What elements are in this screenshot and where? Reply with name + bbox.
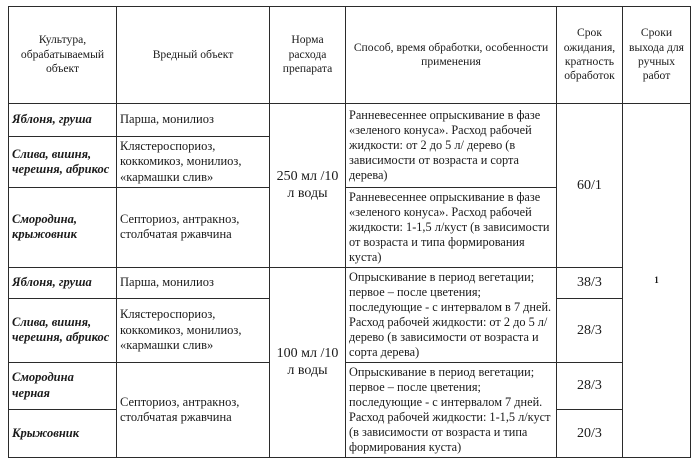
pesticide-table-sheet: [8, 6, 690, 458]
pest-cell: Септориоз, антракноз, столбчатая ржавчина: [117, 362, 270, 457]
pest-cell: Клястероспориоз, коккомикоз, монилиоз, «кармашки слив»: [117, 137, 270, 188]
crop-cell: Слива, вишня, черешня, абрикос: [9, 298, 117, 362]
header-rate: Норма расхода препарата: [270, 7, 346, 104]
pest-cell: Парша, монилиоз: [117, 104, 270, 137]
pest-cell: Парша, монилиоз: [117, 267, 270, 298]
method-cell: Ранневесеннее опрыскивание в фазе «зеленого конуса». Расход рабочей жидкости: 1-1,5 л/куст (в зависимости от возраста и типа формирования куста): [346, 187, 557, 267]
method-cell: Опрыскивание в период вегетации; первое – после цветения; последующие - с интервалом в 7 дней. Расход рабочей жидкости: от 2 до 5 л/дерево (в зависимости от возраста и сорта дерева): [346, 267, 557, 362]
crop-cell: Яблоня, груша: [9, 267, 117, 298]
wait-cell: 20/3: [557, 409, 623, 457]
crop-cell: Смородина, крыжовник: [9, 187, 117, 267]
table-row: [9, 104, 691, 137]
table-row: [9, 362, 691, 409]
crop-cell: Крыжовник: [9, 409, 117, 457]
method-cell: Опрыскивание в период вегетации; первое – после цветения; последующие - с интервалом 7 дней. Расход рабочей жидкости: 1-1,5 л/куст (в зависимости от возраста и типа формирования куста): [346, 362, 557, 457]
pest-cell: Септориоз, антракноз, столбчатая ржавчина: [117, 187, 270, 267]
wait-cell: 38/3: [557, 267, 623, 298]
rate-cell: 250 мл /10 л воды: [270, 104, 346, 268]
crop-cell: Слива, вишня, черешня, абрикос: [9, 137, 117, 188]
wait-cell: 28/3: [557, 298, 623, 362]
header-crop: Культура, обрабатываемый объект: [9, 7, 117, 104]
manual-exit-cell: 1: [623, 104, 691, 458]
header-wait: Срок ожидания, кратность обработок: [557, 7, 623, 104]
header-manual: Сроки выхода для ручных работ: [623, 7, 691, 104]
pest-cell: Клястероспориоз, коккомикоз, монилиоз, «кармашки слив»: [117, 298, 270, 362]
rate-cell: 100 мл /10 л воды: [270, 267, 346, 457]
wait-cell: 60/1: [557, 104, 623, 268]
header-pest: Вредный объект: [117, 7, 270, 104]
crop-cell: Смородина черная: [9, 362, 117, 409]
wait-cell: 28/3: [557, 362, 623, 409]
table-row: [9, 267, 691, 298]
crop-cell: Яблоня, груша: [9, 104, 117, 137]
method-cell: Ранневесеннее опрыскивание в фазе «зеленого конуса». Расход рабочей жидкости: от 2 до 5 л/ дерево (в зависимости от возраста и сорта дерева): [346, 104, 557, 188]
table-header-row: [9, 7, 691, 104]
pesticide-application-table: [8, 6, 691, 458]
header-method: Способ, время обработки, особенности применения: [346, 7, 557, 104]
